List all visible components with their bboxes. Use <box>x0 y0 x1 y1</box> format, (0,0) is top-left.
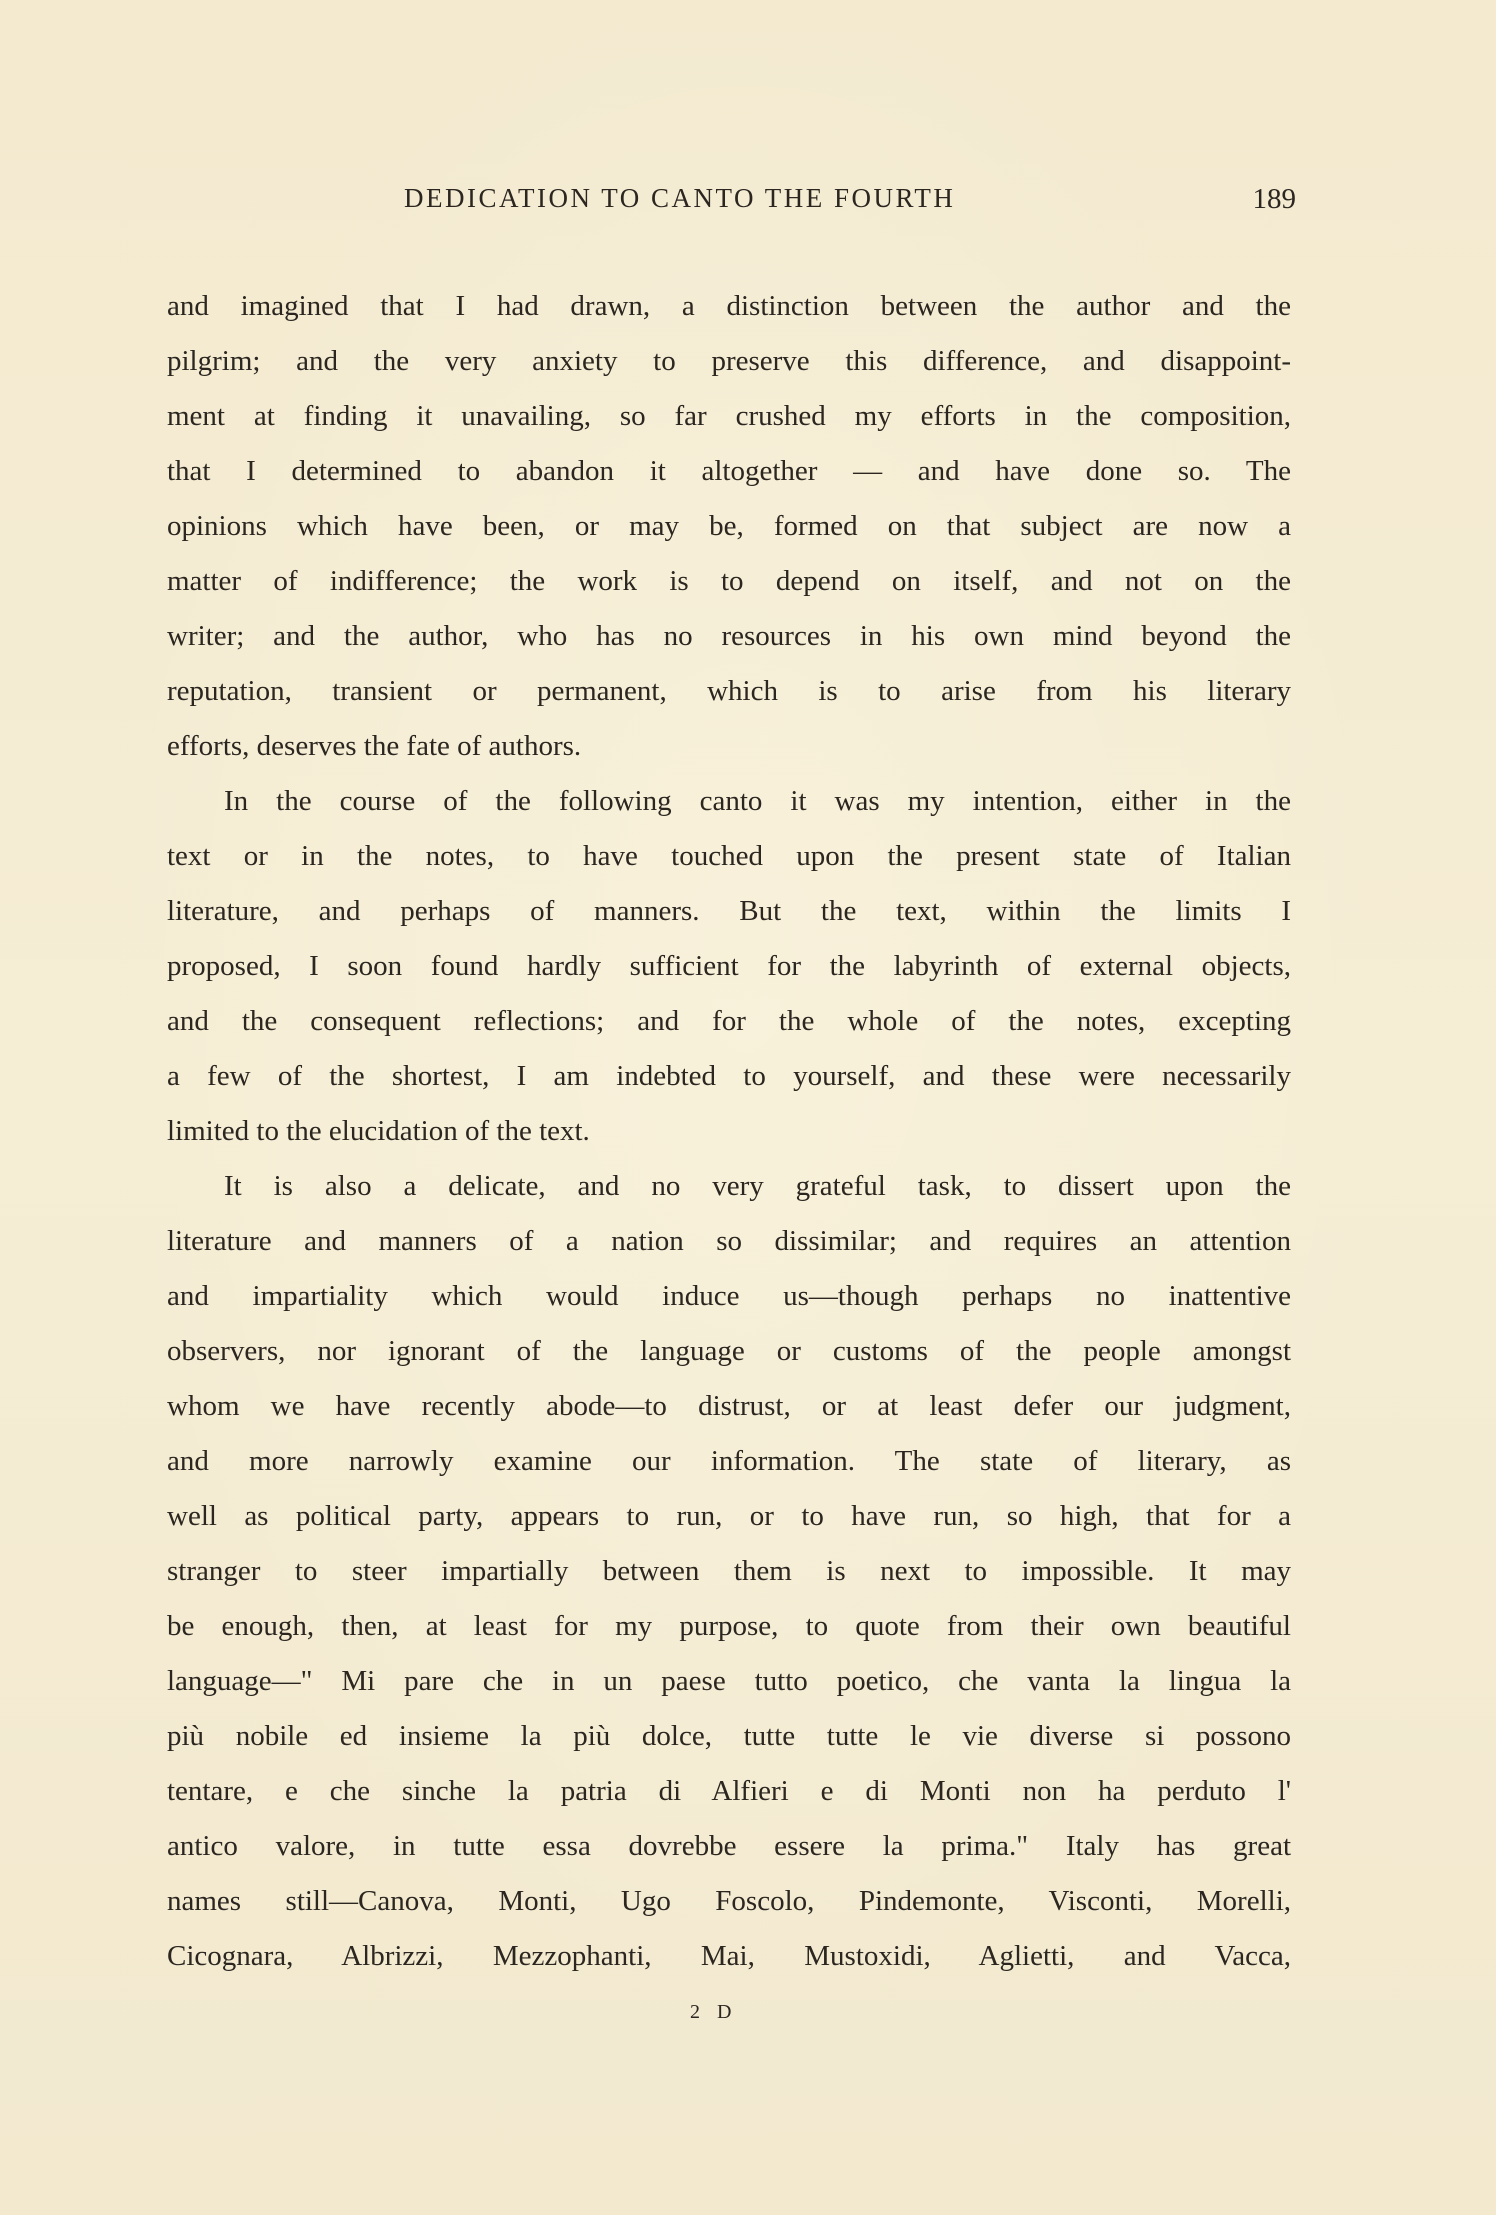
running-head <box>404 183 1296 223</box>
text-line: text or in the notes, to have touched upon the present state of Italian <box>167 840 1291 872</box>
text-line: proposed, I soon found hardly sufficient for the labyrinth of external objects, <box>167 950 1291 982</box>
text-line: that I determined to abandon it altogether — and have done so. The <box>167 455 1291 487</box>
body-text <box>167 279 1291 1984</box>
text-line: Cicognara, Albrizzi, Mezzophanti, Mai, Mustoxidi, Aglietti, and Vacca, <box>167 1940 1291 1972</box>
text-line: observers, nor ignorant of the language or customs of the people amongst <box>167 1335 1291 1367</box>
text-line: be enough, then, at least for my purpose, to quote from their own beautiful <box>167 1610 1291 1642</box>
text-line: opinions which have been, or may be, formed on that subject are now a <box>167 510 1291 542</box>
text-line: literature, and perhaps of manners. But the text, within the limits I <box>167 895 1291 927</box>
text-line: ment at finding it unavailing, so far crushed my efforts in the composition, <box>167 400 1291 432</box>
text-line: It is also a delicate, and no very grateful task, to dissert upon the <box>224 1170 1291 1202</box>
text-line: whom we have recently abode—to distrust, or at least defer our judgment, <box>167 1390 1291 1422</box>
text-line: and impartiality which would induce us—though perhaps no inattentive <box>167 1280 1291 1312</box>
text-line: and more narrowly examine our information. The state of literary, as <box>167 1445 1291 1477</box>
signature-mark: 2 D <box>690 2001 738 2023</box>
text-line: language—" Mi pare che in un paese tutto poetico, che vanta la lingua la <box>167 1665 1291 1697</box>
running-title: DEDICATION TO CANTO THE FOURTH <box>404 183 956 213</box>
text-line: a few of the shortest, I am indebted to yourself, and these were necessarily <box>167 1060 1291 1092</box>
text-line: pilgrim; and the very anxiety to preserve this difference, and disappoint- <box>167 345 1291 377</box>
text-line: well as political party, appears to run, or to have run, so high, that for a <box>167 1500 1291 1532</box>
text-line: efforts, deserves the fate of authors. <box>167 730 582 762</box>
text-line: and imagined that I had drawn, a distinction between the author and the <box>167 290 1291 322</box>
text-line: reputation, transient or permanent, which is to arise from his literary <box>167 675 1291 707</box>
text-line: stranger to steer impartially between them is next to impossible. It may <box>167 1555 1291 1587</box>
text-line: più nobile ed insieme la più dolce, tutte tutte le vie diverse si possono <box>167 1720 1291 1752</box>
text-line: names still—Canova, Monti, Ugo Foscolo, Pindemonte, Visconti, Morelli, <box>167 1885 1291 1917</box>
text-line: antico valore, in tutte essa dovrebbe essere la prima." Italy has great <box>167 1830 1291 1862</box>
text-line: limited to the elucidation of the text. <box>167 1115 590 1147</box>
text-line: writer; and the author, who has no resources in his own mind beyond the <box>167 620 1291 652</box>
page-number: 189 <box>1252 183 1296 215</box>
text-line: matter of indifference; the work is to depend on itself, and not on the <box>167 565 1291 597</box>
text-line: literature and manners of a nation so dissimilar; and requires an attention <box>167 1225 1291 1257</box>
text-line: and the consequent reflections; and for the whole of the notes, excepting <box>167 1005 1291 1037</box>
text-line: tentare, e che sinche la patria di Alfieri e di Monti non ha perduto l' <box>167 1775 1291 1807</box>
text-line: In the course of the following canto it was my intention, either in the <box>224 785 1291 817</box>
